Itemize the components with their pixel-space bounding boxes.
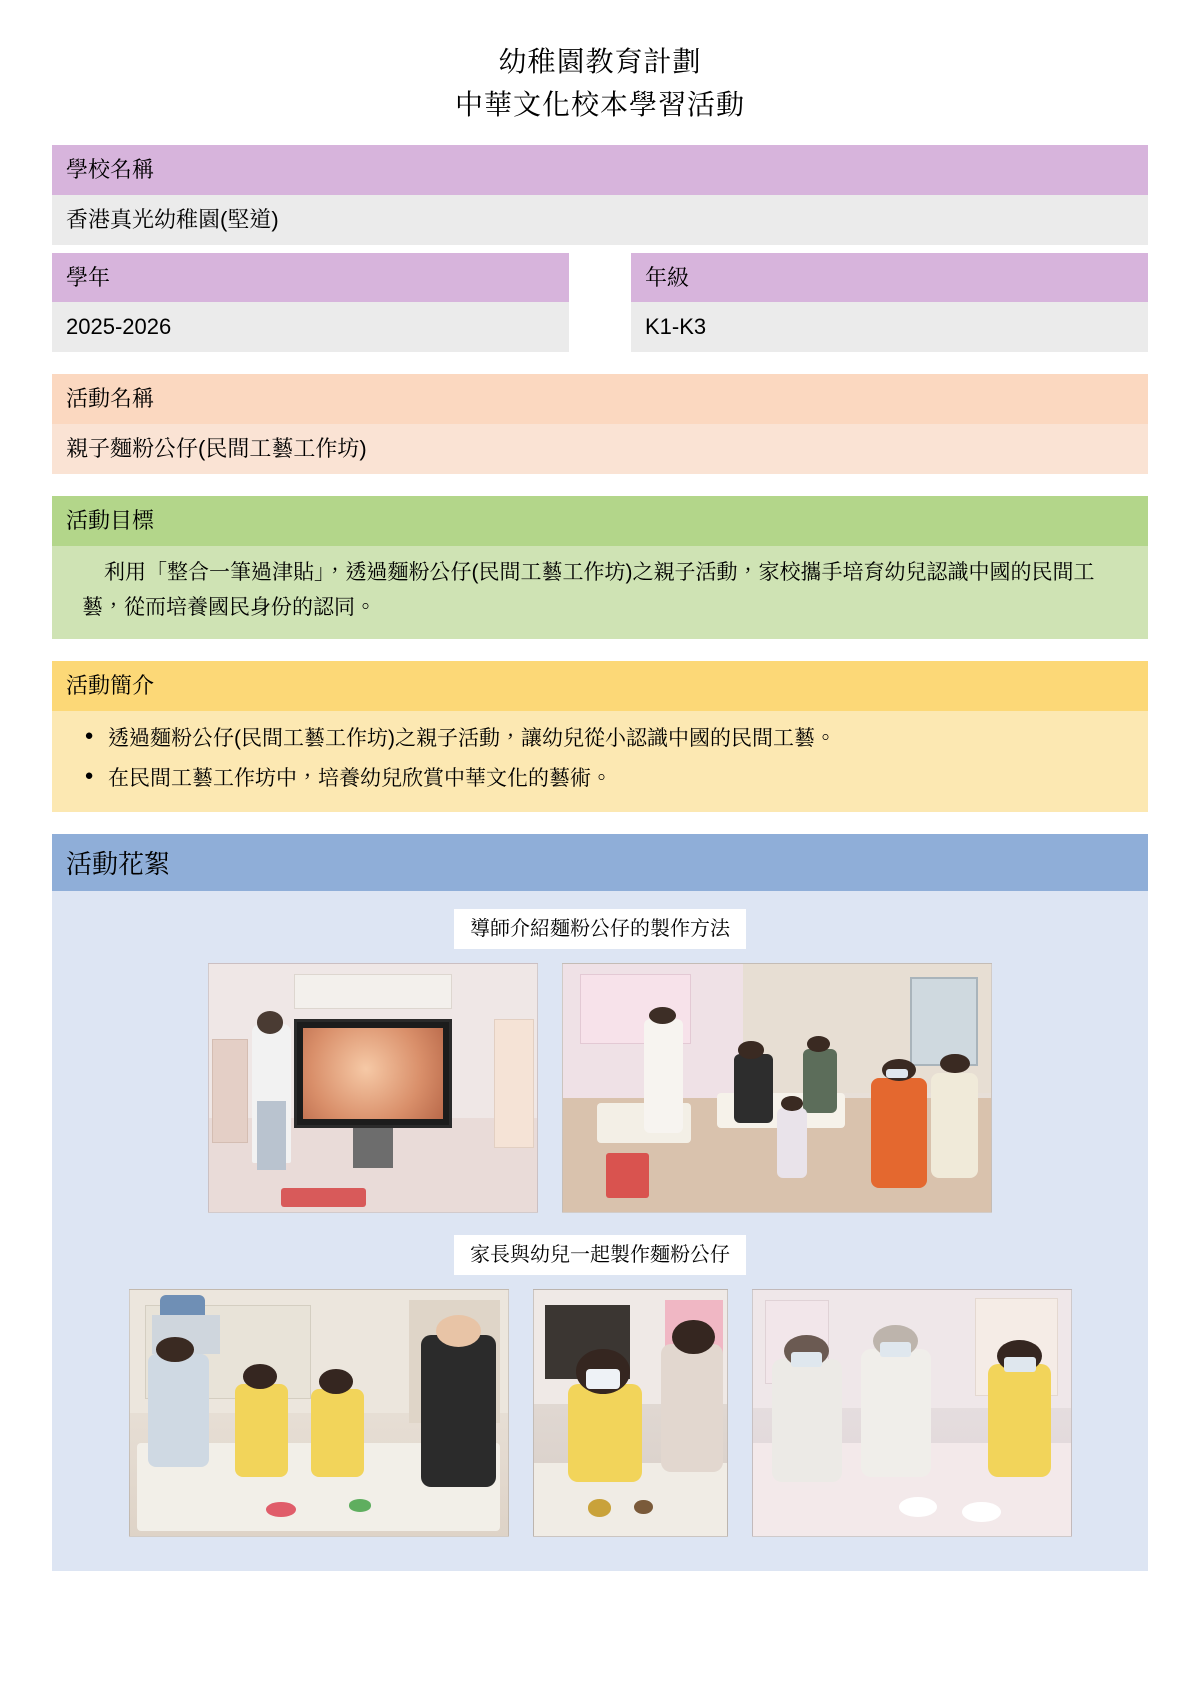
title-line-2: 中華文化校本學習活動: [454, 89, 745, 121]
grade-value: K1-K3: [631, 302, 1148, 352]
activity-goal-text: 利用「整合一筆過津貼」，透過麵粉公仔(民間工藝工作坊)之親子活動，家校攜手培育幼兒認識中國的民間工藝，從而培養國民身份的認同。: [52, 546, 1148, 639]
school-year-value: 2025-2026: [52, 302, 569, 352]
photo-classroom-group: [562, 963, 992, 1213]
activity-intro-label: 活動簡介: [52, 661, 1148, 711]
bullet-icon: ●: [84, 727, 94, 745]
gallery-caption-1: 導師介紹麵粉公仔的製作方法: [454, 909, 746, 949]
list-item: [70, 719, 1130, 759]
gallery-caption-1-wrap: [66, 909, 1134, 949]
list-item-text: 在民間工藝工作坊中，培養幼兒欣賞中華文化的藝術。: [108, 766, 612, 790]
photo-teacher-presentation: [208, 963, 538, 1213]
gallery-caption-2-wrap: [66, 1235, 1134, 1275]
year-grade-value-row: [52, 302, 1148, 352]
activity-name-value: 親子麵粉公仔(民間工藝工作坊): [52, 424, 1148, 474]
gallery-row-2: [66, 1289, 1134, 1537]
page-title: [52, 40, 1148, 127]
gallery-caption-2: 家長與幼兒一起製作麵粉公仔: [454, 1235, 746, 1275]
gallery-body: [52, 891, 1148, 1571]
school-year-label: 學年: [52, 253, 569, 303]
list-item-text: 透過麵粉公仔(民間工藝工作坊)之親子活動，讓幼兒從小認識中國的民間工藝。: [108, 727, 836, 751]
gallery-row-1: [66, 963, 1134, 1213]
grade-label: 年級: [631, 253, 1148, 303]
photo-grandparents-and-child: [752, 1289, 1072, 1537]
photo-child-making-dough: [533, 1289, 728, 1537]
school-name-label: 學校名稱: [52, 145, 1148, 195]
bullet-icon: ●: [84, 766, 94, 784]
photo-parent-and-children: [129, 1289, 509, 1537]
activity-name-label: 活動名稱: [52, 374, 1148, 424]
activity-goal-label: 活動目標: [52, 496, 1148, 546]
activity-intro-list: [52, 711, 1148, 812]
list-item: [70, 759, 1130, 799]
gallery-label: 活動花絮: [52, 834, 1148, 891]
title-line-1: 幼稚園教育計劃: [498, 46, 702, 77]
school-name-value: 香港真光幼稚園(堅道): [52, 195, 1148, 245]
year-grade-header-row: [52, 253, 1148, 303]
